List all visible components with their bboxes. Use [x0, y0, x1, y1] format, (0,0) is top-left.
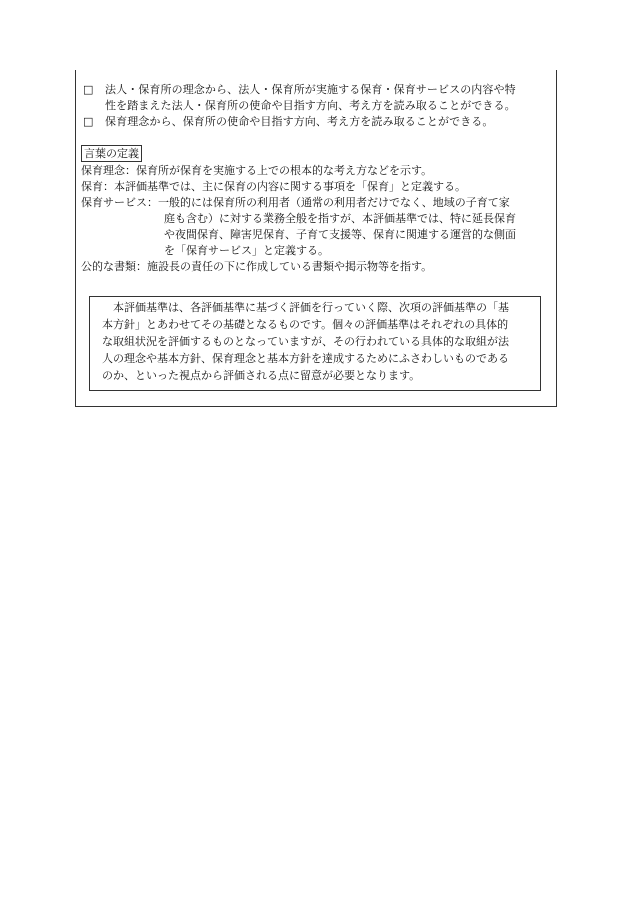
note-line: 本評価基準は、各評価基準に基づく評価を行っていく際、次項の評価基準の「基 — [102, 301, 509, 314]
definition-line: を「保育サービス」と定義する。 — [164, 244, 329, 257]
note-line: のか、といった視点から評価される点に留意が必要となります。 — [102, 369, 421, 382]
checklist-text-line: 法人・保育所の理念から、法人・保育所が実施する保育・保育サービスの内容や特 — [105, 83, 516, 96]
definition-line: 公的な書類：施設長の責任の下に作成している書類や掲示物等を指す。 — [81, 260, 433, 273]
note-line: な取組状況を評価するものとなっていますが、その行われている具体的な取組が法 — [102, 335, 509, 348]
definition-line: 庭も含む）に対する業務全般を指すが、本評価基準では、特に延長保育 — [164, 212, 516, 225]
definition-line: や夜間保育、障害児保育、子育て支援等、保育に関連する運営的な側面 — [164, 228, 516, 241]
checklist-item — [83, 82, 553, 114]
definition-line: 保育サービス：一般的には保育所の利用者（通常の利用者だけでなく、地域の子育て家 — [81, 196, 510, 209]
checkbox-icon[interactable]: □ — [83, 83, 94, 96]
note-box — [89, 296, 541, 391]
checklist-item — [83, 114, 553, 130]
note-line: 人の理念や基本方針、保育理念と基本方針を達成するためにふさわしいものである — [102, 352, 509, 365]
definitions-title: 言葉の定義 — [81, 145, 142, 162]
definition-line: 保育：本評価基準では、主に保育の内容に関する事項を「保育」と定義する。 — [81, 180, 466, 193]
definition-line: 保育理念：保育所が保育を実施する上での根本的な考え方などを示す。 — [81, 164, 433, 177]
note-line: 本方針」とあわせてその基礎となるものです。個々の評価基準はそれぞれの具体的 — [102, 318, 509, 331]
checklist-text-line: 性を踏まえた法人・保育所の使命や目指す方向、考え方を読み取ることができる。 — [105, 99, 516, 112]
checklist-text-line: 保育理念から、保育所の使命や目指す方向、考え方を読み取ることができる。 — [105, 115, 494, 128]
checkbox-icon[interactable]: □ — [83, 115, 94, 128]
